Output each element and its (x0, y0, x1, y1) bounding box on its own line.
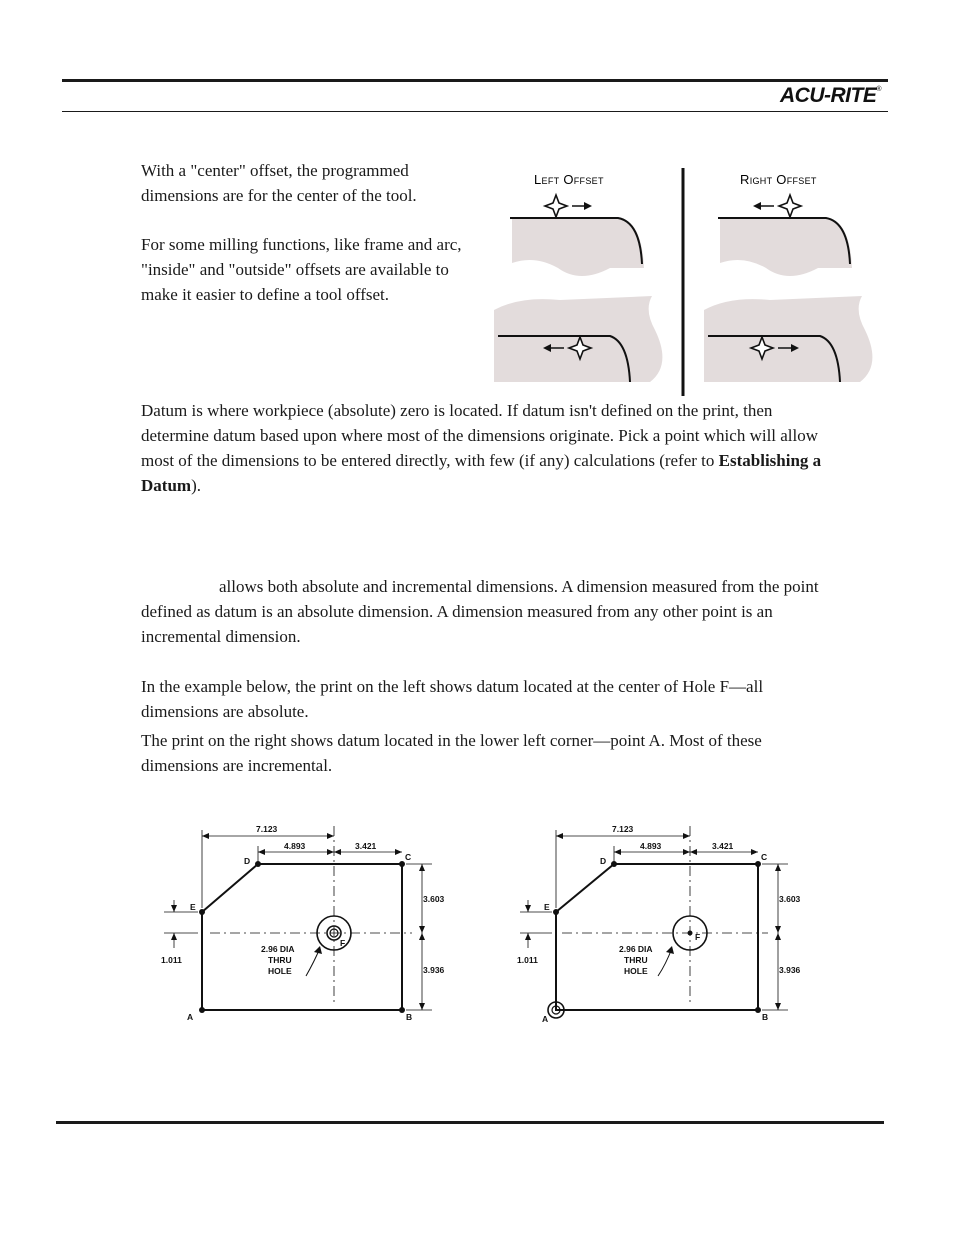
svg-text:B: B (762, 1012, 769, 1022)
paragraph-datum: Datum is where workpiece (absolute) zero is located. If datum isn't defined on the print, then determine datum based upon where most of the dimensions originate. Pick a point which will allow most of the dimensions to be entered directly, with few (if any) calculations (refer to Establishing a Datum). (141, 401, 822, 495)
paragraph-example-right: The print on the right shows datum located in the lower left corner—point A. Most of these dimensions are incremental. (141, 731, 762, 775)
svg-text:HOLE: HOLE (624, 966, 648, 976)
svg-text:E: E (544, 902, 550, 912)
print-right-diagram (506, 812, 806, 1032)
tool-icon-right-top (779, 195, 801, 217)
header-rule (62, 79, 888, 82)
left-offset-title: Left Offset (534, 172, 604, 187)
svg-text:THRU: THRU (268, 955, 292, 965)
svg-text:3.421: 3.421 (712, 841, 734, 851)
svg-text:C: C (761, 852, 768, 862)
svg-text:3.936: 3.936 (779, 965, 801, 975)
offset-diagram (490, 160, 880, 400)
left-bottom-workpiece (494, 296, 662, 382)
svg-text:2.96 DIA: 2.96 DIA (261, 944, 295, 954)
svg-text:2.96 DIA: 2.96 DIA (619, 944, 653, 954)
svg-text:THRU: THRU (624, 955, 648, 965)
footer-rule (56, 1121, 884, 1124)
svg-text:7.123: 7.123 (256, 824, 278, 834)
left-top-workpiece (512, 218, 644, 276)
paragraph-abs-inc: allows both absolute and incremental dimensions. A dimension measured from the point defined as datum is an absolute dimension. A dimension measured from any other point is an incremental dimension. (141, 577, 819, 646)
right-top-workpiece (720, 218, 852, 276)
arrow-right-head (584, 202, 592, 210)
paragraph-inside-outside: For some milling functions, like frame and arc, "inside" and "outside" offsets are available to make it easier to define a tool offset. (141, 235, 462, 304)
svg-text:4.893: 4.893 (284, 841, 306, 851)
svg-text:3.936: 3.936 (423, 965, 445, 975)
svg-text:F: F (340, 938, 346, 948)
paragraph-center-offset: With a "center" offset, the programmed dimensions are for the center of the tool. (141, 161, 417, 205)
svg-text:D: D (600, 856, 607, 866)
acu-rite-logo: ACU-RITE® (780, 84, 881, 107)
svg-text:4.893: 4.893 (640, 841, 662, 851)
svg-text:F: F (695, 932, 701, 942)
header-rule-thin (62, 111, 888, 112)
svg-text:D: D (244, 856, 251, 866)
right-bottom-workpiece (704, 296, 872, 382)
svg-text:3.421: 3.421 (355, 841, 377, 851)
right-offset-title: Right Offset (740, 172, 817, 187)
svg-text:HOLE: HOLE (268, 966, 292, 976)
svg-text:E: E (190, 902, 196, 912)
svg-text:A: A (542, 1014, 549, 1024)
tool-icon-left-top (545, 195, 567, 217)
svg-text:3.603: 3.603 (423, 894, 445, 904)
svg-text:A: A (187, 1012, 194, 1022)
svg-text:1.011: 1.011 (161, 955, 182, 965)
svg-text:1.011: 1.011 (517, 955, 538, 965)
svg-text:C: C (405, 852, 412, 862)
svg-text:7.123: 7.123 (612, 824, 634, 834)
paragraph-example-left: In the example below, the print on the left shows datum located at the center of Hole F—all dimensions are absolute. (141, 677, 764, 721)
svg-text:3.603: 3.603 (779, 894, 801, 904)
svg-text:B: B (406, 1012, 413, 1022)
arrow-left-head (753, 202, 761, 210)
print-left-diagram (150, 812, 450, 1032)
establishing-datum-ref: Establishing a Datum (141, 451, 822, 495)
